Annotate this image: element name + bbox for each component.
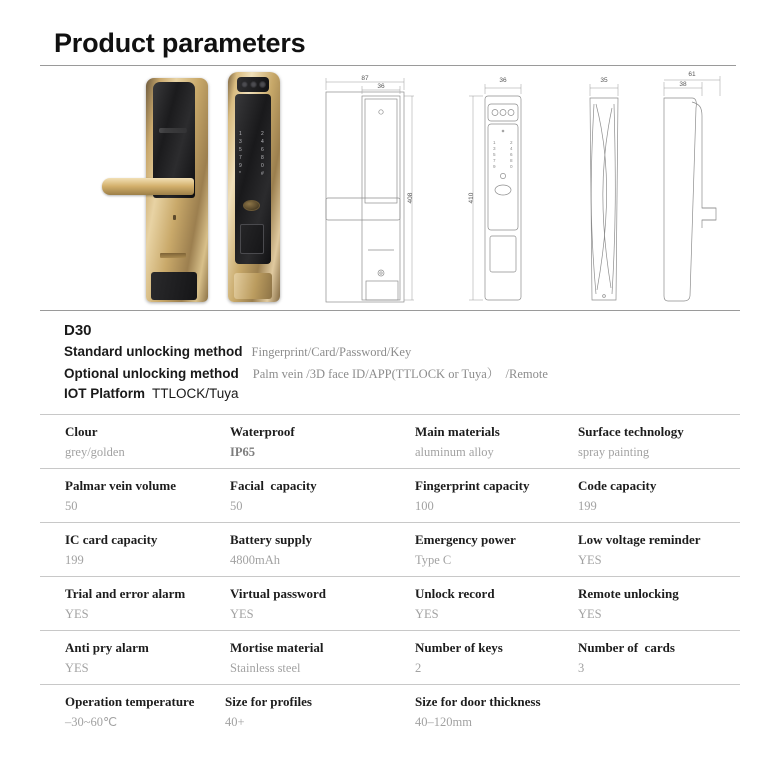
key-hash: # [261,171,264,177]
media-divider [40,310,740,311]
technical-drawings [308,68,740,306]
title-divider [40,65,736,66]
cell-label: Unlock record [415,586,495,601]
table-cell [578,478,656,514]
dim-width-outer: 87 [361,75,369,82]
cell-label: Virtual password [230,586,326,601]
svg-text:3: 3 [493,146,496,151]
cell-label: Number of keys [415,640,503,655]
card-reader-panel [240,224,264,254]
specification-table [40,414,740,738]
table-row [40,468,740,522]
key-slot-icon [160,253,186,258]
table-cell [225,694,312,730]
product-photos [100,68,300,306]
spec-value: Palm vein /3D face ID/APP(TTLOCK or Tuya） /Remote [252,367,548,381]
cell-value: ‒30~60℃ [65,715,118,730]
cell-label: Main materials [415,424,500,439]
cell-label: Number of cards [578,640,675,655]
keypad [239,132,269,184]
dim-width: 36 [499,77,507,84]
key-5: 5 [239,147,242,153]
svg-text:2: 2 [510,140,513,145]
table-cell [415,532,516,568]
cell-value: 40‒120mm [415,715,472,730]
dim-width-inner: 38 [679,81,687,88]
spec-value: TTLOCK/Tuya [152,386,239,401]
media-band [40,68,740,306]
cell-value: Stainless steel [230,661,301,676]
cell-value: 4800mAh [230,553,280,568]
cell-value: 40+ [225,715,245,730]
table-cell [230,424,295,460]
smart-lock-rear-view [146,78,208,302]
table-cell [578,424,684,460]
svg-text:5: 5 [493,152,496,157]
product-model: D30 [64,322,92,339]
cell-value: YES [415,607,439,622]
spec-label: IOT Platform [64,386,146,401]
product-summary [64,322,740,405]
table-row [40,630,740,684]
cell-value: 199 [578,499,597,514]
cell-label: Battery supply [230,532,312,547]
table-cell [415,586,495,622]
fingerprint-knob-icon [243,200,260,211]
table-cell [415,478,529,514]
face-camera-module-icon [237,77,269,92]
table-cell [65,586,185,622]
svg-text:4: 4 [510,146,513,151]
cell-label: Operation temperature [65,694,195,709]
spec-label: Standard unlocking method [64,344,243,359]
table-row [40,684,740,738]
key-1: 1 [239,131,242,137]
cell-label: IC card capacity [65,532,158,547]
cell-label: Clour [65,424,98,439]
table-cell [230,586,326,622]
cell-label: Waterproof [230,424,295,439]
camera-lens-icon [241,81,248,88]
cell-label: Palmar vein volume [65,478,176,493]
cell-value: 50 [230,499,243,514]
cell-value: IP65 [230,445,255,460]
svg-text:6: 6 [510,152,513,157]
cell-label: Code capacity [578,478,657,493]
lock-bottom-cap [151,272,197,300]
table-row [40,576,740,630]
page-header [40,28,736,66]
svg-text:0: 0 [510,164,513,169]
table-cell [65,424,125,460]
ir-emitter-icon [259,81,266,88]
cell-value: YES [578,553,602,568]
cell-value: aluminum alloy [415,445,494,460]
cell-label: Mortise material [230,640,324,655]
cell-value: 3 [578,661,585,676]
cell-value: Type C [415,553,452,568]
svg-text:1: 1 [493,140,496,145]
cell-label: Surface technology [578,424,684,439]
table-cell [65,640,149,676]
cell-label: Low voltage reminder [578,532,701,547]
svg-text:9: 9 [493,164,496,169]
spec-optional-unlocking [64,364,740,382]
cell-value: 50 [65,499,78,514]
cell-value: YES [230,607,254,622]
table-cell [415,424,500,460]
svg-text:7: 7 [493,158,496,163]
table-row [40,414,740,468]
key-3: 3 [239,139,242,145]
dim-width: 35 [600,77,608,84]
cell-label: Anti pry alarm [65,640,149,655]
table-cell [230,532,312,568]
svg-text:8: 8 [510,158,513,163]
dim-height: 408 [407,192,414,204]
indicator-dot-icon [173,215,176,220]
cell-value: YES [578,607,602,622]
smart-lock-front-view [228,72,280,302]
drawing-front-elevation [308,68,440,306]
cell-value: YES [65,607,89,622]
cell-value: spray painting [578,445,650,460]
table-cell [578,640,675,676]
key-9: 9 [239,163,242,169]
door-handle [102,178,194,195]
key-0: 0 [261,163,264,169]
spec-label: Optional unlocking method [64,366,239,381]
cell-value: 100 [415,499,434,514]
drawing-panel-elevation [453,68,549,306]
spec-iot-platform [64,386,740,401]
lock-bottom-cap [234,273,272,299]
key-6: 6 [261,147,264,153]
table-cell [415,694,541,730]
cell-label: Size for profiles [225,694,312,709]
cell-value: 2 [415,661,422,676]
table-cell [415,640,503,676]
table-cell [65,694,194,730]
drawing-side-profile [566,68,646,306]
table-cell [65,532,157,568]
cell-label: Facial capacity [230,478,317,493]
cell-label: Trial and error alarm [65,586,186,601]
cell-value: 199 [65,553,84,568]
ir-sensor-icon [250,81,257,88]
page-title: Product parameters [54,28,306,58]
cell-value: grey/golden [65,445,125,460]
spec-value: Fingerprint/Card/Password/Key [251,345,412,359]
key-8: 8 [261,155,264,161]
key-7: 7 [239,155,242,161]
spec-standard-unlocking [64,344,740,360]
cell-label: Remote unlocking [578,586,679,601]
cell-value: YES [65,661,89,676]
table-row [40,522,740,576]
table-cell [230,640,323,676]
dim-height: 410 [468,192,475,204]
table-cell [65,478,176,514]
key-4: 4 [261,139,264,145]
key-2: 2 [261,131,264,137]
cell-label: Size for door thickness [415,694,541,709]
dim-width-inner: 36 [377,83,385,90]
table-cell [230,478,317,514]
cell-label: Fingerprint capacity [415,478,530,493]
key-star: * [239,171,241,177]
cell-label: Emergency power [415,532,516,547]
drawing-handle-side-view [638,68,740,306]
table-cell [578,586,679,622]
table-cell [578,532,701,568]
dim-width-outer: 61 [688,71,696,78]
